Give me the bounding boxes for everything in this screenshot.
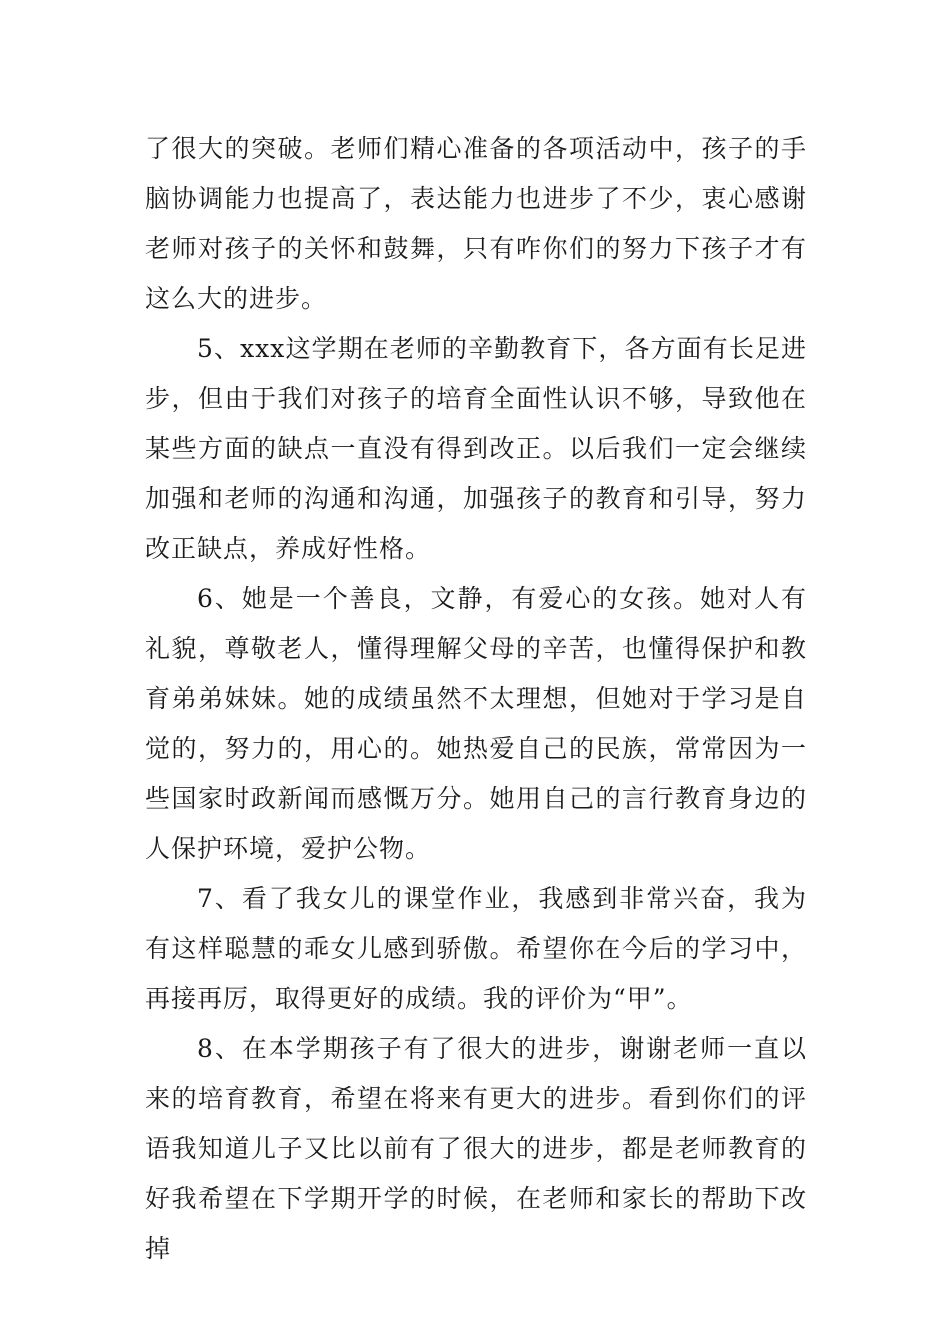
paragraph-item-7: 7、看了我女儿的课堂作业，我感到非常兴奋，我为有这样聪慧的乖女儿感到骄傲。希望你在今后的学习中，再接再厉，取得更好的成绩。我的评价为“甲”。 <box>145 884 807 1013</box>
paragraph-item-6: 6、她是一个善良，文静，有爱心的女孩。她对人有礼貌，尊敬老人，懂得理解父母的辛苦，也懂得保护和教育弟弟妹妹。她的成绩虽然不太理想，但她对于学习是自觉的，努力的，用心的。她热爱自己的民族，常常因为一些国家时政新闻而感慨万分。她用自己的言行教育身边的人保护环境，爱护公物。 <box>145 584 807 863</box>
paragraph-item-5: 5、xxx这学期在老师的辛勤教育下，各方面有长足进步，但由于我们对孩子的培育全面性认识不够，导致他在某些方面的缺点一直没有得到改正。以后我们一定会继续加强和老师的沟通和沟通，加强孩子的教育和引导，努力改正缺点，养成好性格。 <box>145 334 807 563</box>
paragraph-continued: 了很大的突破。老师们精心准备的各项活动中，孩子的手脑协调能力也提高了，表达能力也进步了不少，衷心感谢老师对孩子的关怀和鼓舞，只有咋你们的努力下孩子才有这么大的进步。 <box>145 134 807 313</box>
paragraph-item-8: 8、在本学期孩子有了很大的进步，谢谢老师一直以来的培育教育，希望在将来有更大的进步。看到你们的评语我知道儿子又比以前有了很大的进步，都是老师教育的好我希望在下学期开学的时候，在老师和家长的帮助下改掉 <box>145 1034 807 1263</box>
document-body <box>145 124 807 1274</box>
